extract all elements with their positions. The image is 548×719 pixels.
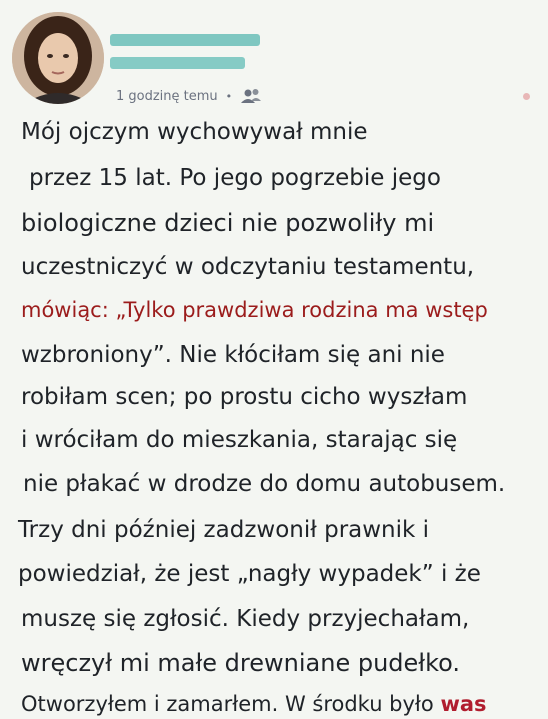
story-line: biologiczne dzieci nie pozwoliły mi bbox=[21, 209, 435, 237]
story-line: uczestniczyć w odczytaniu testamentu, bbox=[21, 254, 475, 280]
story-line-red-tail: was bbox=[440, 692, 487, 716]
decorative-dot bbox=[523, 93, 530, 100]
post-timestamp[interactable]: 1 godzinę temu bbox=[116, 88, 218, 104]
author-name-redacted[interactable] bbox=[110, 34, 260, 46]
author-subtitle-redacted bbox=[110, 57, 245, 69]
story-line: Mój ojczym wychowywał mnie bbox=[21, 119, 368, 145]
story-line: wzbroniony”. Nie kłóciłam się ani nie bbox=[21, 342, 445, 368]
post-header bbox=[0, 0, 548, 110]
story-line: robiłam scen; po prostu cicho wyszłam bbox=[21, 384, 468, 410]
post-meta bbox=[116, 88, 262, 104]
story-line: Trzy dni później zadzwonił prawnik i bbox=[18, 517, 430, 543]
story-line: powiedział, że jest „nagły wypadek” i że bbox=[18, 561, 481, 587]
meta-separator: • bbox=[225, 89, 233, 103]
story-line-cut-off bbox=[21, 689, 487, 719]
people-icon[interactable] bbox=[240, 88, 262, 104]
story-line: wręczył mi małe drewniane pudełko. bbox=[21, 649, 461, 677]
avatar[interactable] bbox=[12, 12, 104, 104]
story-line: przez 15 lat. Po jego pogrzebie jego bbox=[29, 165, 441, 191]
story-line-text: Otworzyłem i zamarłem. W środku było bbox=[21, 692, 434, 716]
story-line-highlight: mówiąc: „Tylko prawdziwa rodzina ma wstęp bbox=[21, 298, 488, 322]
story-line: nie płakać w drodze do domu autobusem. bbox=[23, 471, 506, 497]
avatar-photo-icon bbox=[12, 12, 104, 104]
story-line: i wróciłam do mieszkania, starając się bbox=[21, 427, 458, 453]
story-line: muszę się zgłosić. Kiedy przyjechałam, bbox=[21, 606, 470, 632]
